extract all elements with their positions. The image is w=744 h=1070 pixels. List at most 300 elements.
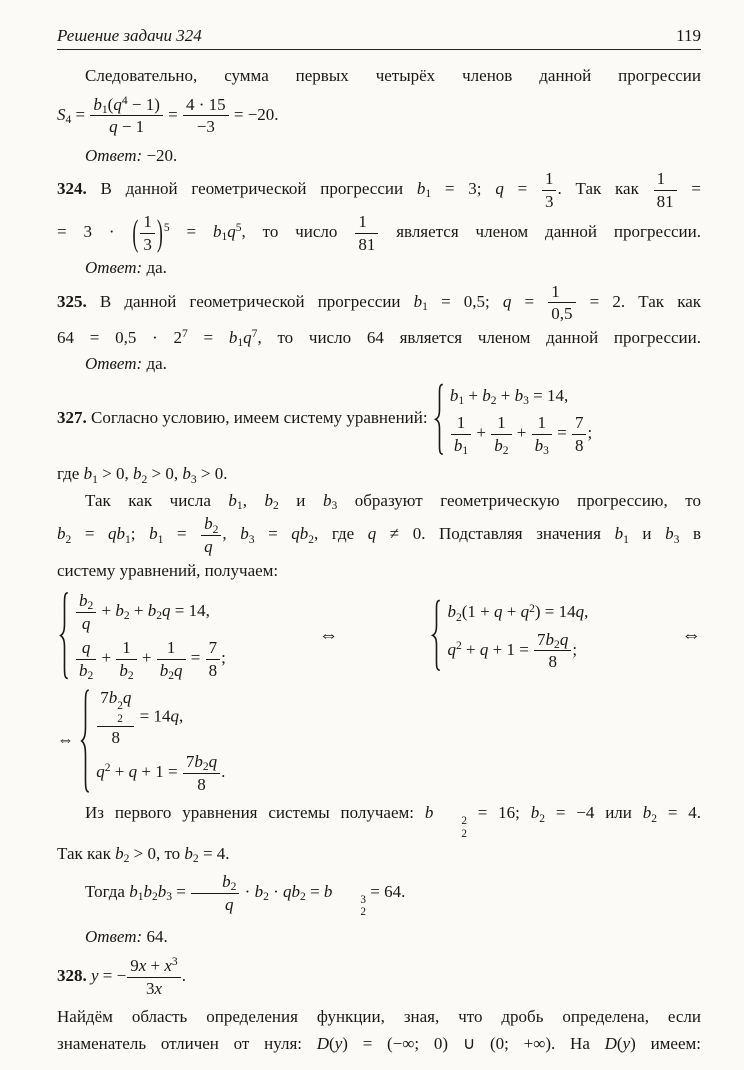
math-var: Ответ: bbox=[85, 145, 143, 165]
text-run: + bbox=[472, 423, 491, 443]
equation-system bbox=[431, 599, 588, 672]
text-run: 8 bbox=[197, 774, 206, 794]
text-run: ; bbox=[587, 423, 593, 443]
big-paren-right: ) bbox=[156, 211, 163, 253]
text-line bbox=[57, 488, 701, 514]
text-line bbox=[57, 1004, 701, 1030]
system-row bbox=[450, 383, 592, 409]
bold-text: 328. bbox=[57, 965, 87, 985]
text-line bbox=[57, 212, 701, 254]
text-line bbox=[57, 688, 701, 794]
text-run: 7 bbox=[208, 638, 218, 658]
text-line bbox=[57, 924, 701, 950]
math-var: b bbox=[79, 660, 88, 680]
text-run: 1 bbox=[656, 169, 666, 189]
math-var: b bbox=[115, 601, 124, 621]
fraction bbox=[532, 413, 552, 458]
math-var: b bbox=[449, 385, 459, 405]
math-var: b bbox=[184, 843, 193, 863]
text-run: + bbox=[97, 601, 116, 621]
subscript: 2 bbox=[539, 811, 546, 825]
text-run: . bbox=[221, 762, 226, 782]
math-var: q bbox=[447, 639, 456, 659]
subscript: 2 bbox=[192, 851, 199, 865]
text-run: 4 · 15 bbox=[185, 94, 226, 114]
text-line bbox=[57, 255, 701, 281]
math-var: b bbox=[194, 752, 203, 772]
math-var: q bbox=[243, 327, 252, 347]
subscript: 2 bbox=[308, 532, 315, 546]
subscript: 3 bbox=[248, 532, 255, 546]
text-run: 1 bbox=[456, 413, 466, 433]
subscript: 2 bbox=[490, 394, 497, 408]
text-line bbox=[57, 956, 701, 998]
text-run: = 14 bbox=[135, 706, 171, 726]
text-run: = bbox=[71, 104, 90, 124]
math-var: b bbox=[222, 872, 231, 892]
subscript: 2 bbox=[455, 610, 462, 624]
text-line bbox=[57, 169, 701, 211]
superscript: 2 bbox=[104, 761, 111, 775]
fraction-denominator bbox=[451, 435, 471, 456]
system-row bbox=[447, 599, 588, 625]
system-row bbox=[450, 413, 593, 458]
subscript: 3 bbox=[190, 472, 197, 486]
subscript: 1 bbox=[137, 890, 144, 904]
text-run: 3 bbox=[145, 978, 155, 998]
math-var: b bbox=[79, 591, 88, 611]
text-run: = bbox=[677, 179, 702, 199]
text-run: = bbox=[163, 104, 182, 124]
text-run: = 14, bbox=[528, 385, 569, 405]
text-run: = 64. bbox=[366, 882, 406, 902]
text-run: = bbox=[169, 222, 213, 242]
fraction bbox=[548, 282, 575, 324]
text-run: = bbox=[552, 423, 571, 443]
text-run: = bbox=[187, 327, 229, 347]
math-var: S bbox=[57, 104, 66, 124]
text-run: Найдём область определения функции, зная, что дробь определена, если bbox=[57, 1007, 701, 1027]
fraction-denominator bbox=[183, 774, 220, 795]
fraction-denominator bbox=[548, 303, 575, 324]
bold-text: 327. bbox=[57, 408, 87, 428]
fraction-denominator bbox=[355, 234, 378, 255]
math-var: q bbox=[81, 613, 91, 633]
math-var: q bbox=[494, 602, 503, 622]
text-run: , bbox=[222, 524, 241, 544]
system-brace-icon bbox=[431, 599, 442, 672]
fraction bbox=[355, 212, 378, 254]
text-run: 1 bbox=[537, 413, 546, 433]
fraction-denominator bbox=[157, 660, 186, 681]
math-var: D bbox=[316, 1033, 330, 1053]
subscript: 2 bbox=[360, 906, 367, 919]
text-run: Из первого уравнения системы получаем: bbox=[85, 803, 425, 823]
fraction bbox=[76, 638, 96, 680]
text-run: систему уравнений, получаем: bbox=[57, 560, 279, 580]
system-row bbox=[96, 688, 225, 747]
big-paren-left: ( bbox=[132, 211, 139, 253]
text-run: 0,5 bbox=[551, 304, 573, 324]
math-var: b bbox=[614, 524, 624, 544]
math-var: q bbox=[170, 706, 179, 726]
text-run: = 0,5; bbox=[427, 291, 503, 311]
text-line bbox=[57, 558, 701, 584]
text-run: = − bbox=[98, 965, 127, 985]
text-run: 1 bbox=[166, 638, 176, 658]
fraction bbox=[183, 752, 220, 794]
text-line bbox=[57, 351, 701, 377]
text-run: ; bbox=[221, 648, 226, 668]
system-rows bbox=[75, 591, 226, 680]
sup-sub-stack bbox=[332, 894, 366, 918]
text-run: ⇔ bbox=[318, 625, 339, 646]
text-line bbox=[57, 800, 701, 839]
math-var: b bbox=[212, 222, 222, 242]
fraction bbox=[157, 638, 186, 680]
math-var: q bbox=[109, 117, 118, 137]
text-run: + bbox=[496, 385, 515, 405]
math-var: Ответ: bbox=[85, 354, 143, 374]
math-var: q bbox=[204, 537, 213, 557]
fraction bbox=[140, 212, 155, 254]
subscript: 4 bbox=[65, 112, 72, 126]
text-run: 3 bbox=[143, 234, 152, 254]
fraction-denominator bbox=[183, 116, 229, 137]
text-run: + bbox=[97, 648, 116, 668]
math-var: qb bbox=[108, 524, 126, 544]
subscript: 1 bbox=[462, 444, 469, 458]
math-var: b bbox=[108, 688, 118, 708]
fraction-denominator bbox=[97, 727, 134, 748]
math-var: b bbox=[228, 490, 237, 510]
subscript: 2 bbox=[87, 599, 94, 613]
fraction-denominator bbox=[201, 536, 221, 557]
math-var: q bbox=[81, 638, 91, 658]
text-run: + bbox=[461, 639, 480, 659]
math-var: y bbox=[91, 965, 99, 985]
text-run: Так как числа bbox=[85, 490, 229, 510]
text-run: + bbox=[464, 385, 483, 405]
system-brace-icon bbox=[80, 688, 91, 794]
text-run: 8 bbox=[111, 727, 121, 747]
text-run: + 1 = bbox=[137, 762, 182, 782]
subscript: 2 bbox=[65, 532, 72, 546]
text-line bbox=[57, 872, 701, 918]
subscript: 1 bbox=[125, 532, 131, 546]
text-run: + bbox=[512, 423, 531, 443]
fraction-denominator bbox=[654, 191, 677, 212]
fraction-numerator bbox=[548, 282, 575, 304]
subscript: 2 bbox=[300, 890, 306, 904]
text-run: = 2. Так как bbox=[576, 291, 702, 311]
text-run: + bbox=[502, 602, 521, 622]
fraction-denominator bbox=[542, 191, 557, 212]
text-run: В данной геометрической прогрессии bbox=[86, 179, 417, 199]
fraction-numerator bbox=[97, 688, 134, 726]
math-var: b bbox=[129, 882, 138, 902]
subscript: 1 bbox=[458, 394, 465, 408]
system-row bbox=[75, 591, 226, 633]
superscript: 7 bbox=[251, 327, 258, 341]
page-content bbox=[57, 63, 701, 1056]
math-var: b bbox=[254, 882, 264, 902]
math-var: b bbox=[182, 464, 191, 484]
subscript: 3 bbox=[331, 499, 338, 513]
math-var: q bbox=[575, 602, 585, 622]
text-run: 1 bbox=[358, 212, 367, 232]
text-run: = bbox=[305, 882, 324, 902]
math-var: b bbox=[240, 524, 249, 544]
fraction-denominator bbox=[90, 116, 162, 137]
fraction-denominator bbox=[140, 234, 155, 255]
fraction-numerator bbox=[157, 638, 186, 660]
text-run: где bbox=[57, 464, 84, 484]
text-run: в bbox=[679, 524, 701, 544]
fraction-denominator bbox=[116, 660, 136, 681]
text-run: 64 = 0,5 · 2 bbox=[57, 327, 183, 347]
system-brace-icon bbox=[59, 591, 70, 680]
text-run: , bbox=[584, 602, 589, 622]
fraction-denominator bbox=[491, 435, 511, 456]
text-run: ( bbox=[329, 1033, 335, 1053]
subscript: 1 bbox=[236, 499, 243, 513]
text-line bbox=[57, 383, 701, 456]
superscript: 4 bbox=[121, 93, 128, 107]
text-run: = −4 или bbox=[545, 803, 643, 823]
text-line bbox=[57, 1031, 701, 1057]
text-run: ( bbox=[107, 94, 114, 114]
math-var: b bbox=[514, 385, 524, 405]
subscript: 2 bbox=[461, 827, 467, 840]
text-run: − 1) bbox=[127, 94, 160, 114]
text-line bbox=[57, 282, 701, 324]
text-run: да. bbox=[142, 354, 167, 374]
subscript: 2 bbox=[87, 668, 94, 682]
text-run: и bbox=[628, 524, 666, 544]
text-run: знаменатель отличен от нуля: bbox=[57, 1033, 317, 1053]
subscript: 1 bbox=[425, 187, 432, 201]
text-run: · bbox=[268, 882, 284, 902]
math-var: D bbox=[604, 1033, 617, 1053]
fraction bbox=[116, 638, 136, 680]
text-run: > 0, bbox=[147, 464, 183, 484]
fraction-numerator bbox=[491, 413, 511, 435]
math-var: b bbox=[534, 435, 544, 455]
text-run: 9 bbox=[130, 955, 139, 975]
fraction-numerator bbox=[532, 413, 552, 435]
fraction-numerator bbox=[451, 413, 471, 435]
text-run: Согласно условию, имеем систему уравнений: bbox=[86, 408, 432, 428]
fraction-denominator bbox=[76, 660, 96, 681]
subscript: 1 bbox=[422, 299, 428, 313]
fraction-numerator bbox=[127, 956, 180, 978]
equation-system bbox=[59, 591, 226, 680]
math-var: qb bbox=[291, 524, 309, 544]
math-var: y bbox=[622, 1033, 631, 1053]
text-run: 7 bbox=[185, 752, 195, 772]
fraction bbox=[491, 413, 511, 458]
fraction-denominator bbox=[534, 651, 571, 672]
superscript: 2 bbox=[529, 601, 535, 615]
superscript: 2 bbox=[455, 639, 462, 653]
fraction-denominator bbox=[206, 660, 221, 681]
fraction-numerator bbox=[76, 591, 96, 613]
sup-sub-stack bbox=[433, 815, 467, 839]
text-run: да. bbox=[142, 258, 167, 278]
subscript: 2 bbox=[168, 668, 175, 682]
text-run: = bbox=[511, 291, 548, 311]
math-var: b bbox=[494, 435, 503, 455]
subscript: 2 bbox=[123, 851, 130, 865]
fraction-numerator bbox=[183, 95, 229, 117]
fraction bbox=[191, 872, 239, 914]
text-run: ≠ 0. Подставляя значения bbox=[376, 524, 615, 544]
text-run: ( bbox=[616, 1033, 623, 1053]
math-var: q bbox=[113, 94, 122, 114]
text-run: , то число 64 является членом данной прогрессии. bbox=[257, 327, 701, 347]
text-line bbox=[57, 841, 701, 867]
superscript: 2 bbox=[461, 815, 467, 828]
fraction-denominator bbox=[572, 435, 587, 456]
fraction-numerator bbox=[542, 169, 557, 191]
text-run: и bbox=[278, 490, 323, 510]
fraction bbox=[90, 95, 162, 137]
fraction bbox=[183, 95, 229, 137]
text-run: = bbox=[172, 882, 191, 902]
math-var: q bbox=[479, 639, 489, 659]
math-var: q bbox=[225, 894, 234, 914]
subscript: 2 bbox=[117, 712, 123, 725]
superscript: 5 bbox=[163, 221, 170, 235]
math-var: x bbox=[154, 978, 162, 998]
text-line bbox=[57, 591, 701, 680]
text-run: 1 bbox=[544, 169, 554, 189]
system-row bbox=[447, 630, 588, 672]
text-line bbox=[57, 143, 701, 169]
math-var: b bbox=[147, 601, 157, 621]
page-header bbox=[57, 26, 701, 50]
subscript: 1 bbox=[237, 336, 244, 350]
text-run: −20. bbox=[142, 145, 178, 165]
bold-text: 324. bbox=[57, 179, 87, 199]
text-run: 64. bbox=[142, 927, 168, 947]
math-var: q bbox=[174, 660, 183, 680]
math-var: q bbox=[96, 762, 105, 782]
math-var: b bbox=[413, 291, 423, 311]
text-run: = 3 · bbox=[57, 222, 132, 242]
system-rows bbox=[96, 688, 225, 794]
fraction bbox=[542, 169, 557, 211]
fraction-denominator bbox=[191, 894, 239, 915]
text-run: > 0. bbox=[196, 464, 228, 484]
text-run: 1 bbox=[551, 281, 560, 301]
subscript: 3 bbox=[543, 444, 549, 458]
text-run: ) = (−∞; 0) ∪ (0; +∞). На bbox=[342, 1033, 605, 1053]
math-var: b bbox=[93, 94, 102, 114]
text-run: 1 bbox=[497, 413, 506, 433]
superscript: 3 bbox=[171, 955, 178, 969]
math-var: b bbox=[149, 524, 158, 544]
text-run: = 16; bbox=[466, 803, 531, 823]
system-brace-icon bbox=[434, 383, 445, 456]
math-var: b bbox=[322, 490, 332, 510]
text-run: = 14, bbox=[170, 601, 210, 621]
text-run: 7 bbox=[537, 629, 546, 649]
system-rows bbox=[450, 383, 592, 456]
math-var: q bbox=[227, 222, 236, 242]
subscript: 2 bbox=[272, 499, 279, 513]
math-var: b bbox=[453, 435, 463, 455]
text-run: 1 bbox=[122, 638, 131, 658]
text-run: 7 bbox=[100, 688, 109, 708]
system-rows bbox=[447, 599, 588, 672]
text-line bbox=[57, 95, 701, 137]
fraction bbox=[572, 413, 587, 455]
text-run: = bbox=[186, 648, 205, 668]
text-line bbox=[57, 63, 701, 89]
text-run: ⇔ bbox=[681, 625, 701, 646]
subscript: 1 bbox=[623, 532, 629, 546]
text-run: Так как bbox=[57, 843, 116, 863]
fraction-denominator bbox=[127, 978, 180, 999]
text-run: , где bbox=[314, 524, 368, 544]
fraction-numerator bbox=[140, 212, 155, 234]
text-run: + 1 = bbox=[488, 639, 534, 659]
superscript: 2 bbox=[117, 700, 123, 713]
fraction bbox=[97, 688, 134, 747]
text-run: = 4. bbox=[656, 803, 701, 823]
math-var: q bbox=[559, 629, 569, 649]
text-run: 7 bbox=[574, 413, 584, 433]
math-var: q bbox=[520, 602, 530, 622]
subscript: 1 bbox=[92, 472, 98, 486]
text-run: · bbox=[240, 882, 255, 902]
system-row bbox=[75, 638, 226, 680]
math-var: y bbox=[334, 1033, 343, 1053]
math-var: b bbox=[132, 464, 142, 484]
math-var: b bbox=[530, 803, 540, 823]
math-var: q bbox=[367, 524, 377, 544]
subscript: 2 bbox=[230, 880, 237, 894]
math-var: b bbox=[115, 843, 124, 863]
page-number: 119 bbox=[676, 26, 701, 45]
math-var: b bbox=[447, 602, 456, 622]
math-var: b bbox=[482, 385, 491, 405]
text-run: = bbox=[71, 524, 109, 544]
text-run: . Так как bbox=[557, 179, 653, 199]
fraction-numerator bbox=[534, 630, 571, 652]
text-line bbox=[57, 461, 701, 487]
text-run: 81 bbox=[656, 191, 674, 211]
subscript: 2 bbox=[263, 890, 269, 904]
text-run: + bbox=[129, 601, 148, 621]
fraction-numerator bbox=[183, 752, 220, 774]
text-run: − 1 bbox=[117, 117, 145, 137]
fraction-denominator bbox=[76, 613, 96, 634]
text-run: > 0, bbox=[97, 464, 133, 484]
text-run: = bbox=[254, 524, 292, 544]
fraction-denominator bbox=[532, 435, 552, 456]
subscript: 2 bbox=[502, 444, 509, 458]
text-run: Следовательно, сумма первых четырёх членов данной прогрессии bbox=[85, 66, 701, 85]
fraction bbox=[127, 956, 180, 998]
fraction-numerator bbox=[90, 95, 162, 117]
text-run: + bbox=[110, 762, 129, 782]
math-var: qb bbox=[283, 882, 301, 902]
text-run: 1 bbox=[143, 212, 152, 232]
math-var: b bbox=[323, 882, 333, 902]
